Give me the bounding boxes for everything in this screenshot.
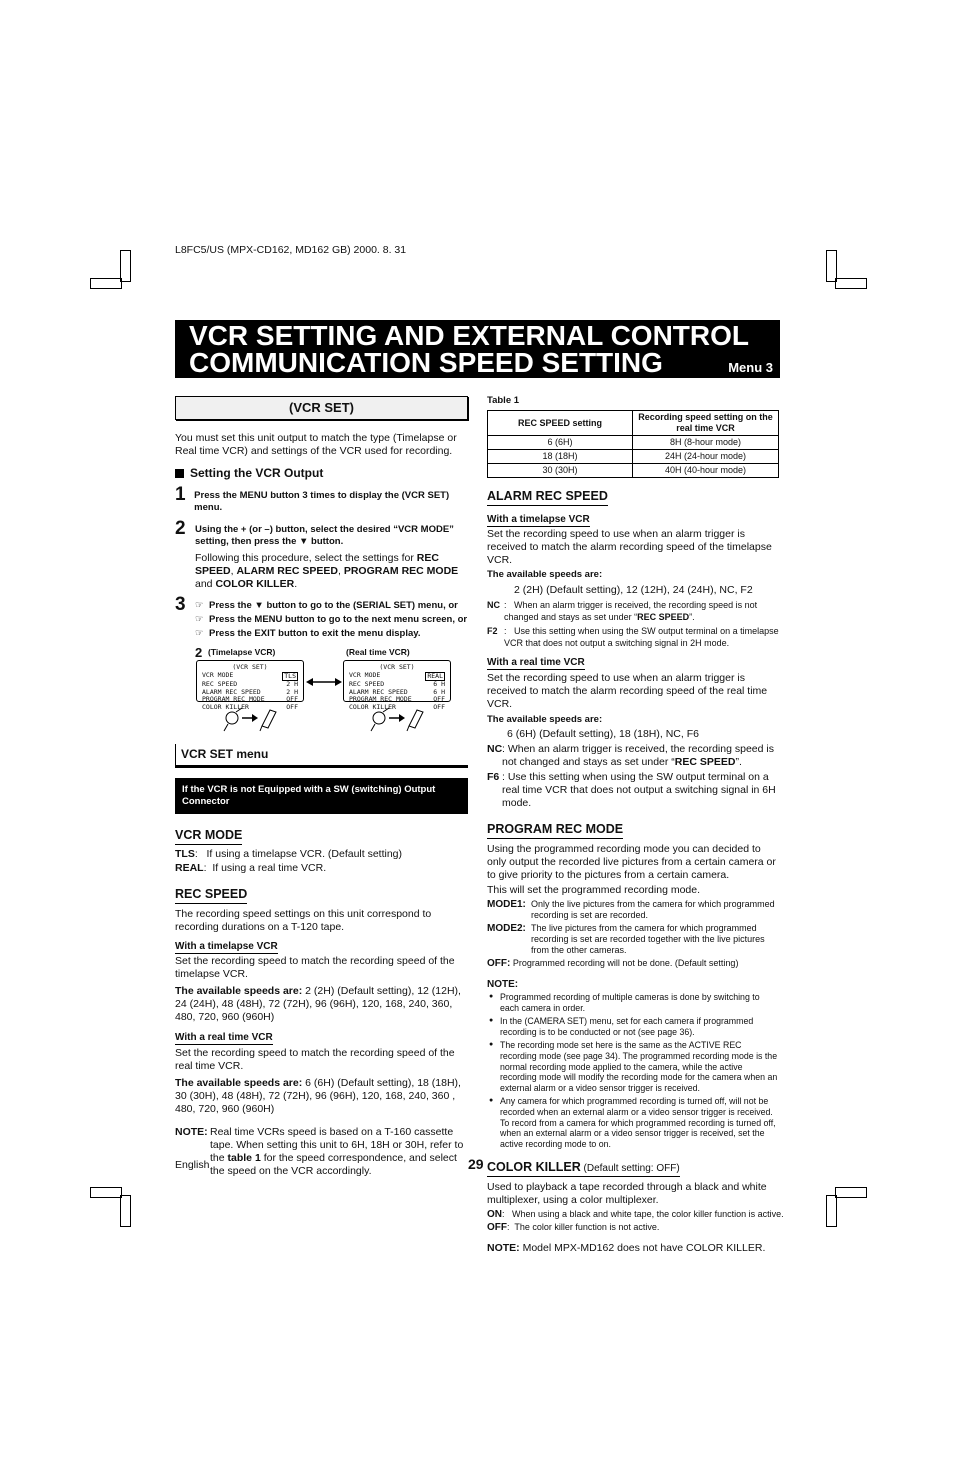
table-label: Table 1 bbox=[487, 395, 520, 406]
subsection-title: Setting the VCR Output bbox=[190, 466, 324, 480]
table-row bbox=[488, 436, 779, 450]
step-number: 2 bbox=[175, 518, 186, 539]
table-cell: 6 (6H) bbox=[488, 436, 633, 450]
step-number: 1 bbox=[175, 484, 186, 505]
rec-speed-tl-head: With a timelapse VCR bbox=[175, 941, 278, 952]
table-header: REC SPEED setting bbox=[488, 411, 633, 436]
row-value: TLS bbox=[284, 671, 296, 680]
row-value: OFF bbox=[433, 695, 445, 704]
f2-key: F2 bbox=[487, 626, 498, 636]
rec-speed-rt-text: Set the recording speed to match the recording speed of the real time VCR. bbox=[175, 1047, 455, 1072]
row-label: COLOR KILLER bbox=[349, 702, 396, 711]
list-item: ● In the (CAMERA SET) menu, set for each camera if programmed recording is to be conducted or not (see page 36). bbox=[487, 1016, 780, 1037]
step-number: 3 bbox=[175, 594, 186, 615]
row-label: ALARM REC SPEED bbox=[349, 687, 408, 696]
program-notes bbox=[487, 992, 780, 1149]
color-killer-title: COLOR KILLER bbox=[487, 1160, 581, 1175]
rec-speed-note bbox=[175, 1126, 468, 1178]
off-value: Programmed recording will not be done. (Default setting) bbox=[510, 958, 739, 968]
intro-text: You must set this unit output to match the type (Timelapse or Real time VCR) and settings of the VCR used for recording. bbox=[175, 432, 457, 457]
row-value: OFF bbox=[286, 702, 298, 711]
step3-item-text: Press the EXIT button to exit the menu display. bbox=[209, 628, 421, 639]
square-bullet-icon bbox=[175, 469, 184, 478]
nc2-key: NC bbox=[487, 743, 503, 755]
follow-sep1: , bbox=[230, 565, 237, 577]
row-value: 2 H bbox=[286, 680, 298, 689]
program-intro2: This will set the programmed recording mode. bbox=[487, 884, 701, 896]
on-key: ON bbox=[487, 1209, 502, 1221]
menu-tag: Menu 3 bbox=[728, 360, 773, 375]
program-mode2 bbox=[487, 923, 780, 956]
pointing-hand-icon: ☞ bbox=[195, 600, 204, 611]
step3-item-text: Press the MENU button to go to the next menu screen, or bbox=[209, 614, 468, 625]
left-column bbox=[175, 396, 468, 1178]
page-number: 29 bbox=[468, 1156, 484, 1172]
table-cell: 18 (18H) bbox=[488, 450, 633, 464]
note-value bbox=[210, 1126, 468, 1178]
tls-key: TLS bbox=[175, 848, 195, 860]
avail-value: 6 (6H) (Default setting), 18 (18H), 30 (30H), 48 (48H), 72 (72H), 96 (96H), 120, 168, 240, 360 , 480, 720, 960 (960H) bbox=[175, 1077, 461, 1115]
color-on bbox=[487, 1209, 784, 1221]
program-mode1 bbox=[487, 899, 780, 921]
step3-item-1 bbox=[195, 600, 467, 612]
alarm-heading: ALARM REC SPEED bbox=[487, 489, 608, 506]
rec-speed-heading: REC SPEED bbox=[175, 887, 247, 904]
tls-value: : If using a timelapse VCR. (Default setting) bbox=[194, 848, 403, 860]
alarm-rt-head: With a real time VCR bbox=[487, 657, 585, 668]
nc-value bbox=[504, 600, 780, 623]
color-killer-heading bbox=[487, 1160, 680, 1177]
table-cell: 24H (24-hour mode) bbox=[633, 450, 779, 464]
list-item: ● The recording mode set here is the same as the ACTIVE REC recording mode (see page 34). The programmed recording mode is the normal recording mode applied to the camera, while the active recording mode will modify the recording mode for the camera when an external alarm or a video sensor trigger is received. bbox=[487, 1040, 780, 1093]
pointing-hand-icon: ☞ bbox=[195, 628, 204, 639]
follow-sep2: , bbox=[337, 565, 344, 577]
nc2-value bbox=[502, 743, 780, 769]
header-reference: L8FC5/US (MPX-CD162, MD162 GB) 2000. 8. 31 bbox=[175, 244, 407, 256]
alarm-rt-text: Set the recording speed to use when an alarm trigger is received to match the alarm recording speed of the real time VCR. bbox=[487, 672, 768, 710]
step3-item-3 bbox=[195, 628, 467, 640]
follow-a: Following this procedure, select the settings for bbox=[195, 552, 417, 564]
row-label: REC SPEED bbox=[202, 680, 238, 689]
black-bar: If the VCR is not Equipped with a SW (switching) Output Connector bbox=[175, 778, 468, 814]
alarm-f2 bbox=[487, 626, 780, 649]
off-key: OFF bbox=[487, 1222, 507, 1234]
subsection-heading bbox=[175, 466, 468, 480]
table-row bbox=[488, 464, 779, 478]
follow-b3: PROGRAM REC MODE bbox=[343, 565, 459, 577]
follow-b1: REC SPEED bbox=[195, 552, 439, 577]
mode2-key: MODE2: bbox=[487, 923, 526, 934]
f6-key: F6 bbox=[487, 771, 500, 783]
crop-mark-bl bbox=[90, 1187, 122, 1198]
on-value: : When using a black and white tape, the color killer function is active. bbox=[502, 1209, 784, 1220]
section-box bbox=[175, 396, 468, 420]
alarm-nc bbox=[487, 600, 780, 623]
list-item: ● Any camera for which programmed recording is turned off, will not be recorded when an external alarm or a video sensor trigger is received. To record from a camera for which programmed recording is turned off, when an external alarm or a video sensor trigger is received, set the active recording mode to on. bbox=[487, 1096, 780, 1149]
pointing-hand-icon: ☞ bbox=[195, 614, 204, 625]
alarm-tl-avail-value: 2 (2H) (Default setting), 12 (12H), 24 (24H), NC, F2 bbox=[514, 584, 753, 596]
realtime-menu-screen bbox=[343, 660, 451, 711]
note-key: NOTE: bbox=[487, 1242, 520, 1255]
table-cell: 40H (40-hour mode) bbox=[633, 464, 779, 478]
button-press-icon-rt bbox=[369, 706, 425, 732]
avail-key: The available speeds are: bbox=[175, 1077, 303, 1089]
label-timelapse: (Timelapse VCR) bbox=[208, 647, 276, 657]
step-3 bbox=[175, 595, 468, 640]
footer-language: English bbox=[175, 1159, 210, 1171]
step-1 bbox=[175, 485, 468, 514]
title-banner bbox=[175, 320, 780, 378]
table-cell: 8H (8-hour mode) bbox=[633, 436, 779, 450]
row-label: VCR MODE bbox=[349, 670, 381, 679]
label-realtime: (Real time VCR) bbox=[346, 647, 410, 657]
section-title: (VCR SET) bbox=[289, 400, 354, 415]
table-header-row bbox=[488, 411, 779, 436]
vcr-mode-real bbox=[175, 862, 468, 875]
color-off bbox=[487, 1222, 780, 1233]
row-label: ALARM REC SPEED bbox=[202, 687, 261, 696]
rec-speed-tl-avail bbox=[175, 985, 468, 1024]
step-text: Press the MENU button 3 times to display the (VCR SET) menu. bbox=[194, 490, 450, 513]
table-header: Recording speed setting on the real time VCR bbox=[633, 411, 779, 436]
crop-mark-tr bbox=[835, 278, 867, 289]
note-b: table 1 bbox=[227, 1152, 261, 1164]
rec-speed-rt-head: With a real time VCR bbox=[175, 1032, 273, 1043]
follow-b4: COLOR KILLER bbox=[215, 578, 295, 590]
vcr-set-menu-title: VCR SET menu bbox=[181, 747, 269, 761]
f2-value: : Use this setting when using the SW output terminal on a timelapse VCR that does not output a switching signal in 2H mode. bbox=[504, 626, 782, 648]
row-label: VCR MODE bbox=[202, 670, 234, 679]
follow-and: and bbox=[195, 578, 216, 590]
rec-speed-intro: The recording speed settings on this unit correspond to recording durations on a T-120 tape. bbox=[175, 908, 432, 933]
alarm-tl-avail-key: The available speeds are: bbox=[487, 569, 603, 580]
double-arrow-icon bbox=[306, 674, 342, 684]
row-value: 2 H bbox=[286, 687, 298, 696]
screen-title: (VCR SET) bbox=[379, 663, 415, 671]
step-2 bbox=[175, 519, 468, 591]
crop-mark-tr-v bbox=[826, 250, 837, 282]
right-column bbox=[487, 395, 784, 1255]
vcr-mode-heading: VCR MODE bbox=[175, 828, 242, 845]
vcr-mode-tls bbox=[175, 848, 468, 861]
row-value: 6 H bbox=[433, 680, 445, 689]
button-press-icon-tl bbox=[222, 706, 278, 732]
nc-a: : When an alarm trigger is received, the recording speed is not changed and stays as set under “ bbox=[504, 600, 760, 622]
program-off bbox=[487, 958, 780, 969]
step-text: Using the + (or –) button, select the desired “VCR MODE” setting, then press the ▼ button. bbox=[195, 524, 454, 547]
step3-item-text: Press the ▼ button to go to the (SERIAL SET) menu, or bbox=[209, 600, 458, 611]
rec-speed-tl-text: Set the recording speed to match the recording speed of the timelapse VCR. bbox=[175, 955, 455, 980]
mode1-value: Only the live pictures from the camera for which programmed recording is set are recorded. bbox=[531, 899, 775, 920]
crop-mark-bl-v bbox=[120, 1195, 131, 1227]
page-title-line2: COMMUNICATION SPEED SETTING bbox=[189, 347, 663, 378]
nc-key: NC bbox=[487, 600, 500, 610]
alarm-tl-text: Set the recording speed to use when an alarm trigger is received to match the alarm recording speed of the timelapse VCR. bbox=[487, 528, 772, 566]
row-value: OFF bbox=[433, 702, 445, 711]
row-value: OFF bbox=[286, 695, 298, 704]
crop-mark-br bbox=[835, 1187, 867, 1198]
crop-mark-br-v bbox=[826, 1195, 837, 1227]
figure-step-number: 2 bbox=[195, 645, 203, 660]
alarm-f6 bbox=[487, 771, 780, 810]
color-note bbox=[487, 1242, 780, 1255]
step3-item-2 bbox=[195, 614, 467, 626]
note-a: Real time VCRs speed is based on a T-160 cassette tape. When setting this unit to 6H, 18H or 30H, refer to the bbox=[210, 1126, 464, 1164]
vcr-set-menu-heading bbox=[175, 744, 468, 768]
note-c: for the speed correspondence, and select the speed on the VCR accordingly. bbox=[210, 1152, 457, 1177]
note-key: NOTE: bbox=[175, 1126, 208, 1138]
program-note-head: NOTE: bbox=[487, 979, 519, 990]
row-label: PROGRAM REC MODE bbox=[202, 695, 265, 704]
off-key: OFF: bbox=[487, 958, 511, 969]
color-intro: Used to playback a tape recorded through a black and white multiplexer, using a color multiplexer. bbox=[487, 1181, 767, 1207]
alarm-rt-avail-key: The available speeds are: bbox=[487, 714, 603, 725]
nc2-a: : When an alarm trigger is received, the recording speed is not changed and stays as set under “ bbox=[502, 743, 774, 768]
nc2-b: REC SPEED bbox=[674, 756, 736, 768]
crop-mark-tl-v bbox=[120, 250, 131, 282]
speed-table bbox=[487, 410, 779, 478]
alarm-rt-avail-value: 6 (6H) (Default setting), 18 (18H), NC, F6 bbox=[507, 728, 699, 740]
row-value: REAL bbox=[427, 671, 443, 680]
row-label: COLOR KILLER bbox=[202, 702, 249, 711]
alarm-tl-head: With a timelapse VCR bbox=[487, 514, 590, 525]
program-heading: PROGRAM REC MODE bbox=[487, 822, 623, 839]
menu-screens-figure bbox=[175, 646, 468, 736]
rec-speed-rt-avail bbox=[175, 1077, 468, 1116]
crop-mark-tl bbox=[90, 278, 122, 289]
mode1-key: MODE1: bbox=[487, 899, 526, 910]
nc2-c: ”. bbox=[735, 756, 742, 768]
screen-title: (VCR SET) bbox=[232, 663, 268, 671]
row-label: PROGRAM REC MODE bbox=[349, 695, 412, 704]
off-value: : The color killer function is not active. bbox=[507, 1222, 660, 1233]
color-killer-default: (Default setting: OFF) bbox=[580, 1163, 680, 1175]
follow-end: . bbox=[294, 578, 298, 590]
table-cell: 30 (30H) bbox=[488, 464, 633, 478]
row-label: REC SPEED bbox=[349, 680, 385, 689]
real-value: : If using a real time VCR. bbox=[203, 862, 327, 874]
program-intro: Using the programmed recording mode you can decided to only output the recorded live pictures from a certain camera or to give priority to the pictures from a certain camera. bbox=[487, 843, 776, 881]
note-value: Model MPX-MD162 does not have COLOR KILLER. bbox=[519, 1242, 766, 1255]
page-title-line1: VCR SETTING AND EXTERNAL CONTROL bbox=[189, 320, 750, 351]
timelapse-menu-screen bbox=[196, 660, 304, 711]
avail-key: The available speeds are: bbox=[175, 985, 303, 997]
nc-b: REC SPEED bbox=[637, 611, 690, 622]
list-item: ● Programmed recording of multiple cameras is done by switching to each camera in order. bbox=[487, 992, 780, 1013]
avail-value: 2 (2H) (Default setting), 12 (12H), 24 (24H), 48 (48H), 72 (72H), 96 (96H), 120, 168, 240, 360, 480, 720, 960 (960H) bbox=[175, 985, 461, 1023]
follow-b2: ALARM REC SPEED bbox=[236, 565, 338, 577]
alarm-nc2 bbox=[487, 743, 780, 769]
f6-value: : Use this setting when using the SW output terminal on a real time VCR that does not output a switching signal in 6H mode. bbox=[502, 771, 776, 809]
row-value: 6 H bbox=[433, 687, 445, 696]
nc-c: ”. bbox=[689, 611, 695, 622]
real-key: REAL bbox=[175, 862, 204, 874]
table-row bbox=[488, 450, 779, 464]
step-follow-text bbox=[195, 552, 468, 591]
mode2-value: The live pictures from the camera for which programmed recording is set are recorded together with the live pictures from the other cameras. bbox=[531, 923, 765, 955]
